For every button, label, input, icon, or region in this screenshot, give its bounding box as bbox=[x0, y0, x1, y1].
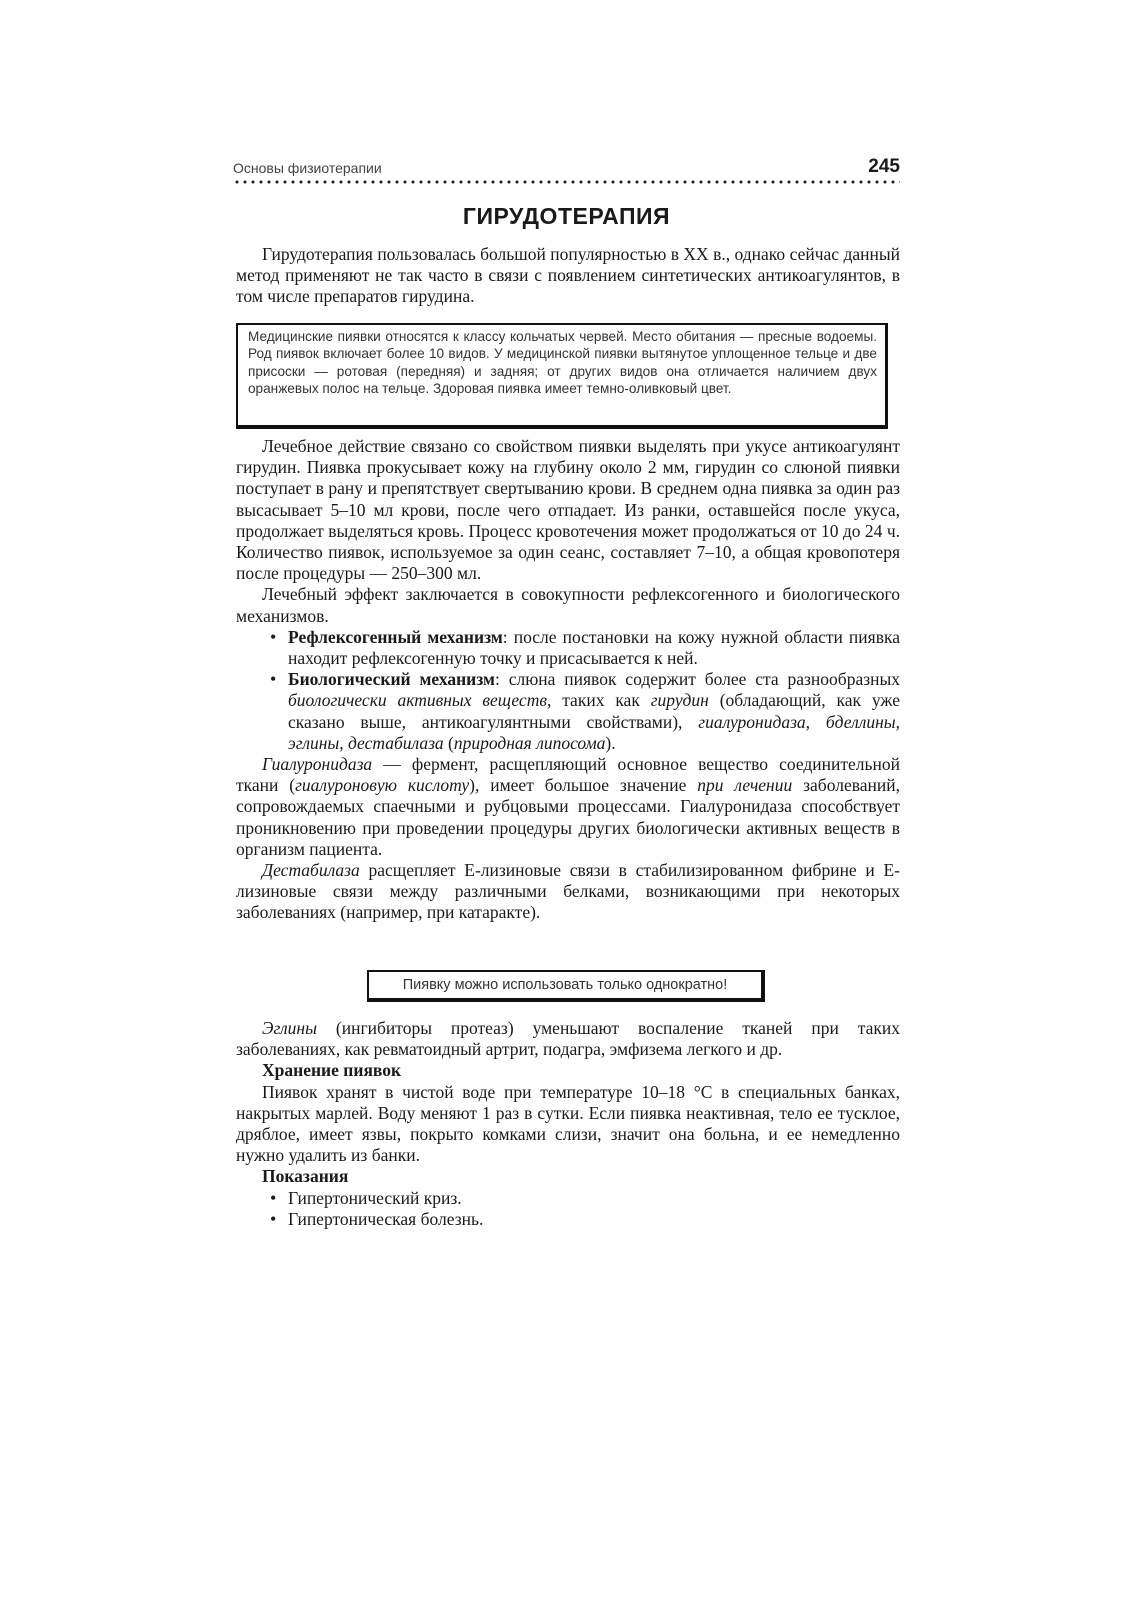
info-box: Медицинские пиявки относятся к классу кольчатых червей. Место обитания — пресные водоемы. Род пиявок включает более 10 видов. У медицинской пиявки вытянутое уплощенное тельце и две присоски — ротовая (передняя) и задняя; от других видов она отличается наличием двух оранжевых полос на тельце. Здоровая пиявка имеет темно-оливковый цвет. bbox=[236, 323, 888, 429]
term-biological: Биологический механизм bbox=[288, 669, 495, 690]
dotted-rule bbox=[233, 180, 900, 184]
bio-italic-4: природная липосома bbox=[453, 732, 606, 753]
paragraph-destabilase bbox=[236, 860, 900, 924]
hyal-text-3: заболеваний, сопровождаемых спаечными и рубцовыми процессами. Гиалуронидаза способствует проникновению при проведении процедуры других биологически активных веществ в организм пациента. bbox=[236, 775, 900, 859]
note-box: Пиявку можно использовать только однократно! bbox=[367, 970, 765, 1002]
paragraph-effect: Лечебный эффект заключается в совокупности рефлексогенного и биологического механизмов. bbox=[236, 584, 900, 626]
bio-text-3: (обладающий, как уже сказано выше, антикоагулянтными свойствами), bbox=[288, 690, 900, 732]
bio-text-1: : слюна пиявок содержит более ста разнообразных bbox=[494, 669, 900, 690]
term-reflex: Рефлексогенный механизм bbox=[288, 626, 503, 647]
list-item bbox=[236, 669, 900, 754]
bio-italic-1: биологически активных веществ bbox=[288, 690, 547, 711]
bio-italic-2: гирудин bbox=[650, 690, 709, 711]
bio-text-2: , таких как bbox=[546, 690, 651, 711]
reflex-text: : после постановки на кожу нужной области пиявка находит рефлексогенную точку и присасывается к ней. bbox=[288, 626, 900, 669]
hyal-text-1: — фермент, расщепляющий основное вещество соединительной ткани ( bbox=[236, 754, 900, 796]
paragraph-hyaluronidase bbox=[236, 754, 900, 860]
list-item: • Гипертоническая болезнь. bbox=[236, 1209, 900, 1230]
bio-text-5: ). bbox=[605, 732, 616, 753]
storage-paragraph: Пиявок хранят в чистой воде при температуре 10–18 °C в специальных банках, накрытых марлей. Воду меняют 1 раз в сутки. Если пиявка неактивная, тело ее тусклое, дряблое, имеет язвы, покрыто комками слизи, значит она больна, и ее немедленно нужно удалить из банки. bbox=[236, 1081, 900, 1166]
indications-list bbox=[236, 1188, 900, 1230]
indications-heading: Показания bbox=[262, 1166, 349, 1187]
chapter-title: ГИРУДОТЕРАПИЯ bbox=[462, 203, 671, 229]
running-header bbox=[233, 156, 900, 186]
destab-text: расщепляет E-лизиновые связи в стабилизированном фибрине и E-лизиновые связи между различными белками, возникающими при некоторых заболеваниях (например, при катаракте). bbox=[236, 860, 900, 923]
list-item: • Гипертонический криз. bbox=[236, 1188, 900, 1209]
mechanism-list bbox=[236, 627, 900, 754]
storage-heading: Хранение пиявок bbox=[262, 1060, 402, 1081]
paragraph-action: Лечебное действие связано со свойством пиявки выделять при укусе антикоагулянт гирудин. Пиявка прокусывает кожу на глубину около 2 мм, гирудин со слюной пиявки поступает в рану и препятствует свертыванию крови. В среднем одна пиявка за один раз высасывает 5–10 мл крови, после чего отпадает. Из ранки, оставшейся после укуса, продолжает выделяться кровь. Процесс кровотечения может продолжаться от 10 до 24 ч. Количество пиявок, используемое за один сеанс, составляет 7–10, а общая кровопотеря после процедуры — 250–300 мл. bbox=[236, 436, 900, 584]
intro-paragraph: Гирудотерапия пользовалась большой популярностью в XX в., однако сейчас данный метод применяют не так часто в связи с появлением синтетических антикоагулянтов, в том числе препаратов гирудина. bbox=[236, 244, 900, 307]
bio-text-4: ( bbox=[443, 732, 454, 753]
intro-block bbox=[236, 244, 900, 308]
term-destabilase: Дестабилаза bbox=[262, 860, 360, 881]
page-number: 245 bbox=[868, 156, 900, 177]
hyal-text-2: ), имеет большое значение bbox=[469, 775, 698, 796]
main-text-block-1 bbox=[236, 436, 900, 924]
term-hyaluronidase: Гиалуронидаза bbox=[262, 754, 373, 775]
hyal-italic-1: гиалуроновую кислоту bbox=[295, 775, 470, 796]
paragraph-eglins bbox=[236, 1018, 900, 1060]
running-title: Основы физиотерапии bbox=[233, 160, 382, 176]
hyal-italic-2: при лечении bbox=[697, 775, 793, 796]
list-item bbox=[236, 627, 900, 669]
main-text-block-2 bbox=[236, 1018, 900, 1230]
eglins-text: (ингибиторы протеаз) уменьшают воспаление тканей при таких заболеваниях, как ревматоидный артрит, подагра, эмфизема легкого и др. bbox=[236, 1018, 900, 1060]
term-eglins: Эглины bbox=[262, 1018, 317, 1038]
bio-italic-3: гиалуронидаза, бделлины, эглины, дестабилаза bbox=[288, 711, 900, 753]
